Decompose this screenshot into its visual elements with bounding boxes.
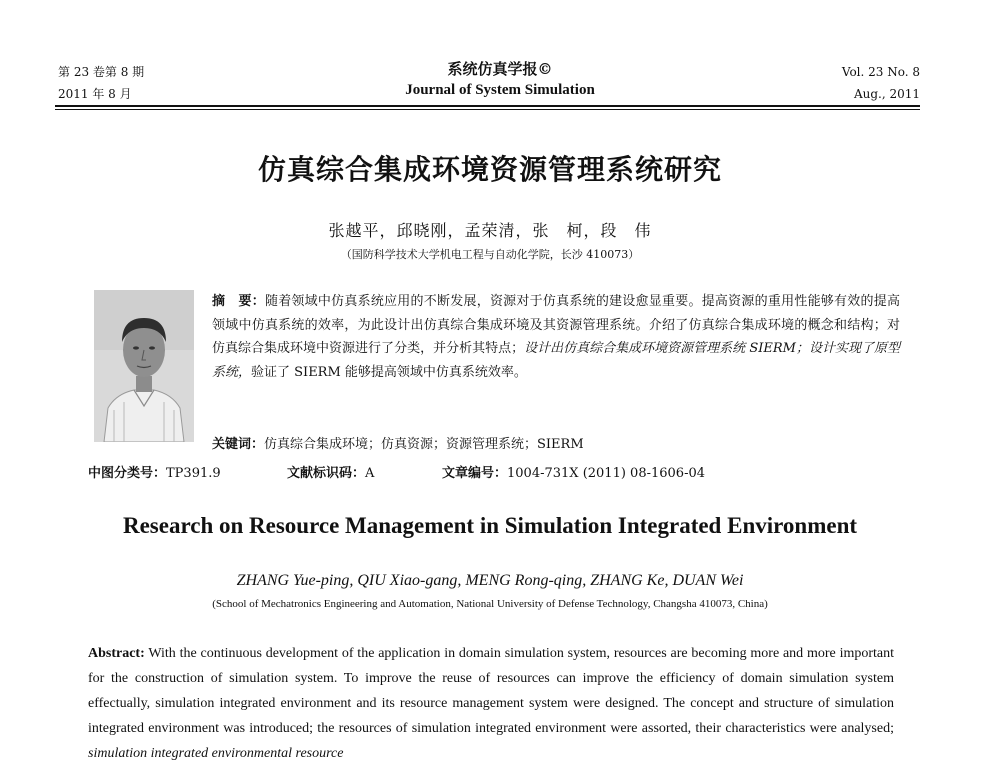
keywords-cn-text: 仿真综合集成环境；仿真资源；资源管理系统；SIERM	[264, 437, 584, 452]
header-rule-thin	[55, 109, 920, 110]
volume-en: Vol. 23 No. 8	[841, 65, 920, 79]
keywords-cn-label: 关键词：	[212, 437, 265, 452]
paper-title-en: Research on Resource Management in Simulation Integrated Environment	[122, 513, 858, 538]
clc-number	[88, 462, 221, 481]
abstract-cn-end: 验证了 SIERM 能够提高领域中仿真系统效率。	[251, 364, 527, 380]
article-label: 文章编号：	[442, 466, 508, 481]
clc-label: 中图分类号：	[88, 466, 167, 481]
abstract-cn-label: 摘 要：	[212, 294, 265, 309]
abstract-en-text: With the continuous development of the application in domain simulation system, resources are becoming more and more important for the construction of simulation system. To improve the reuse of resources can improve the efficiency of domain simulation system effectually, simulation integrated environment and its resource management system were designed. The concept and structure of simulation integrated environment was introduced; the resources of simulation integrated environment were assorted, their characteristics were analysed;	[88, 646, 894, 736]
paper-title-cn: 仿真综合集成环境资源管理系统研究	[257, 153, 722, 186]
clc-value: TP391.9	[166, 466, 221, 481]
abstract-cn	[212, 290, 900, 384]
date-cn: 2011 年 8 月	[58, 87, 132, 101]
abstract-en-label: Abstract:	[88, 646, 145, 661]
abstract-en-italic: simulation integrated environmental resource	[88, 746, 344, 761]
doc-value: A	[365, 466, 375, 481]
abstract-cn-italic: 设计出仿真综合集成环境资源管理系统 SIERM；设计实现了原型系统，	[212, 341, 900, 380]
journal-title-en: Journal of System Simulation	[405, 82, 595, 98]
document-code	[287, 462, 374, 481]
author-photo-icon	[94, 290, 194, 442]
authors-en: ZHANG Yue-ping, QIU Xiao-gang, MENG Rong-qing, ZHANG Ke, DUAN Wei	[236, 572, 744, 589]
doc-label: 文献标识码：	[287, 466, 366, 481]
header-rule-thick	[55, 105, 920, 107]
abstract-cn-text: 随着领域中仿真系统应用的不断发展，资源对于仿真系统的建设愈显重要。提高资源的重用性能够有效的提高领域中仿真系统的效率，为此设计出仿真综合集成环境及其资源管理系统。介绍了仿真综合集成环境的概念和结构；对仿真综合集成环境中资源进行了分类，并分析其特点；	[212, 294, 900, 356]
abstract-en	[88, 641, 894, 766]
date-en: Aug., 2011	[853, 87, 920, 101]
keywords-cn	[212, 433, 584, 452]
affiliation-en: (School of Mechatronics Engineering and Automation, National University of Defense Technology, Changsha 410073, China)	[212, 598, 768, 610]
issue-cn: 第 23 卷第 8 期	[58, 65, 145, 79]
authors-cn: 张越平，邱晓刚，孟荣清，张 柯，段 伟	[328, 221, 652, 240]
author-photo	[94, 290, 194, 442]
affiliation-cn: （国防科学技术大学机电工程与自动化学院，长沙 410073）	[340, 248, 640, 261]
article-number	[442, 462, 705, 481]
article-value: 1004-731X (2011) 08-1606-04	[507, 466, 706, 481]
journal-title-cn: 系统仿真学报©	[447, 60, 553, 78]
